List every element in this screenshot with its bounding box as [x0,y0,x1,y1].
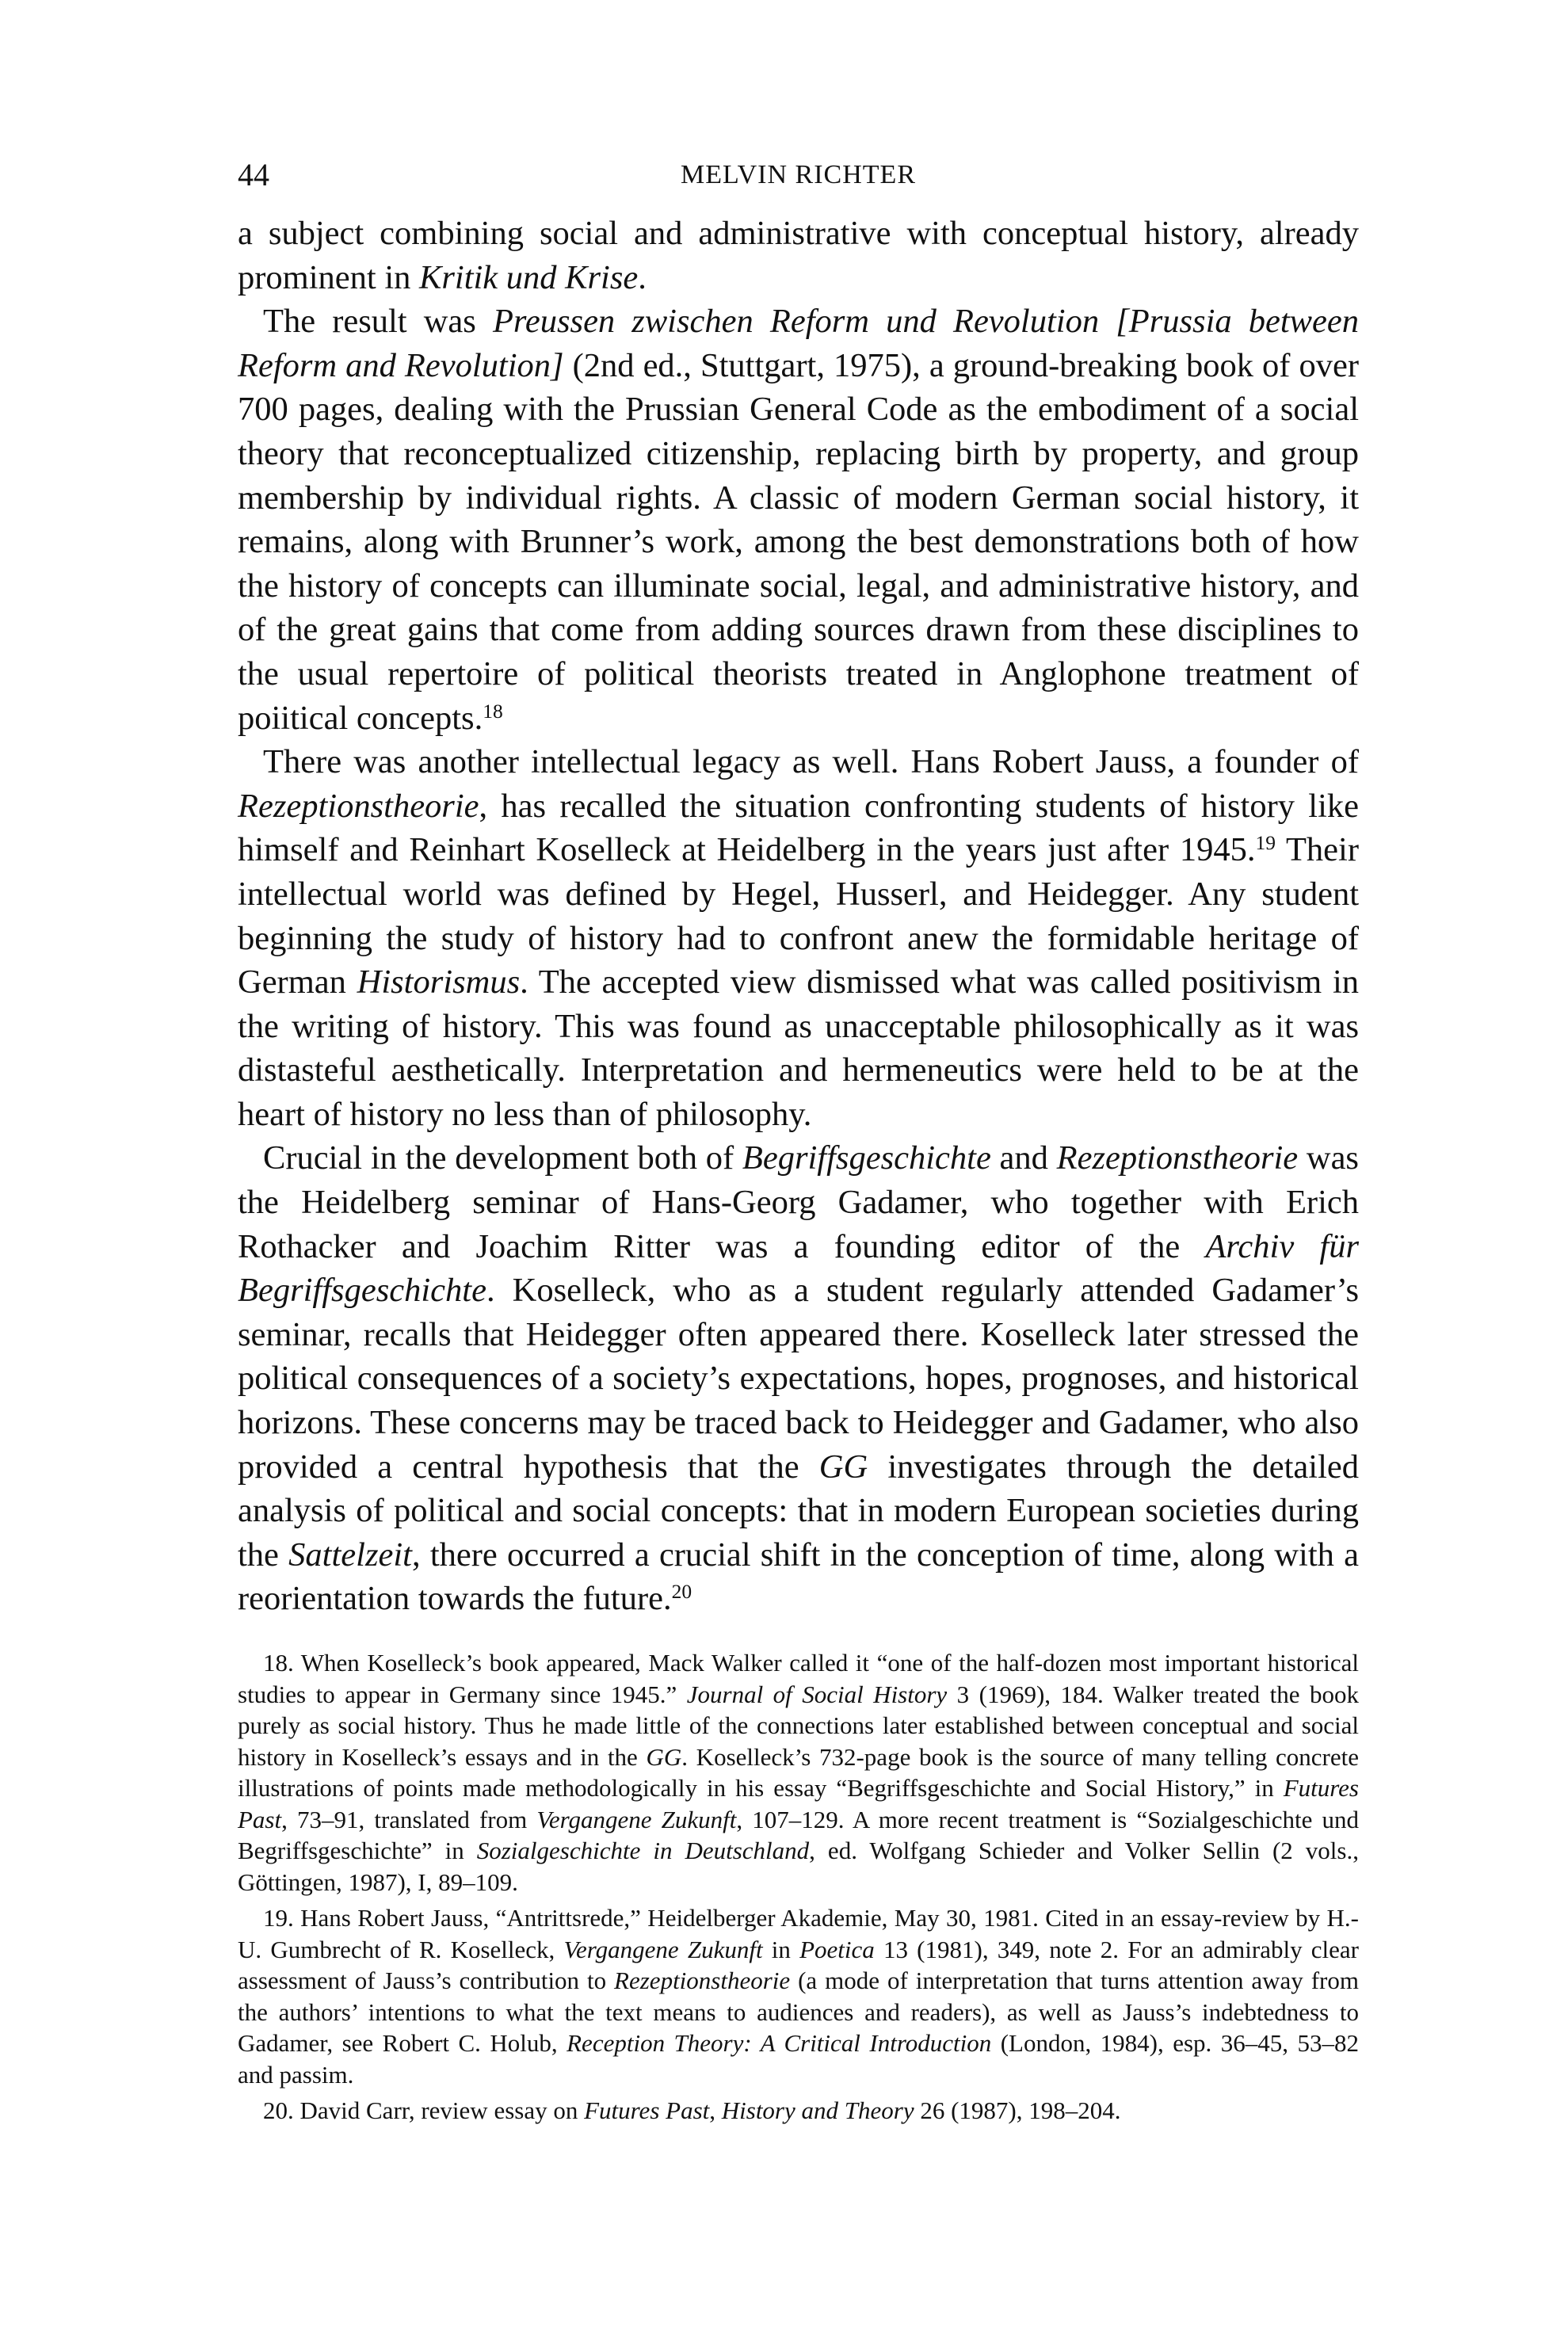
footnote-ref-20[interactable]: 20 [671,1580,692,1604]
paragraph-3: There was another intellectual legacy as well. Hans Robert Jauss, a founder of Rezeptionstheorie, has recalled the situation confronting students of history like himself and Reinhart Koselleck at Heidelberg in the years just after 1945.19 Their intellectual world was defined by Hegel, Husserl, and Heidegger. Any student beginning the study of history had to confront anew the formidable heritage of German Historismus. The accepted view dismissed what was called positivism in the writing of history. This was found as unacceptable philosophically as it was distasteful aesthetically. Interpretation and hermeneutics were held to be at the heart of history no less than of philosophy. [238,743,1359,1133]
footnote-ref-18[interactable]: 18 [483,699,503,723]
main-text [238,212,1359,1621]
footnote-19: 19. Hans Robert Jauss, “Antrittsrede,” Heidelberger Akademie, May 30, 1981. Cited in an essay-review by H.-U. Gumbrecht of R. Koselleck, Vergangene Zukunft in Poetica 13 (1981), 349, note 2. For an admirably clear assessment of Jauss’s contribution to Rezeptionstheorie (a mode of interpretation that turns attention away from the authors’ intentions to what the text means to audiences and readers), as well as Jauss’s indebtedness to Gadamer, see Robert C. Holub, Reception Theory: A Critical Introduction (London, 1984), esp. 36–45, 53–82 and passim. [238,1904,1360,2089]
paragraph-4: Crucial in the development both of Begriffsgeschichte and Rezeptionstheorie was the Heidelberg seminar of Hans-Georg Gadamer, who together with Erich Rothacker and Joachim Ritter was a founding editor of the Archiv für Begriffsgeschichte. Koselleck, who as a student regularly attended Gadamer’s seminar, recalls that Heidegger often appeared there. Koselleck later stressed the political consequences of a society’s expectations, hopes, prognoses, and historical horizons. These concerns may be traced back to Heidegger and Gadamer, who also provided a central hypothesis that the GG investigates through the detailed analysis of political and social concepts: that in modern European societies during the Sattelzeit, there occurred a crucial shift in the conception of time, along with a reorientation towards the future.$^{20}$ [238,1139,1360,1618]
running-head: MELVIN RICHTER [680,160,917,189]
footnote-ref-19[interactable]: 19 [1255,831,1276,855]
footnotes [238,1647,1359,2131]
page-number: 44 [238,157,269,193]
footnote-20: 20. David Carr, review essay on Futures Past, History and Theory 26 (1987), 198–204. [263,2096,1121,2124]
paragraph-1: a subject combining social and administrative with conceptual history, already prominent in Kritik und Krise. [238,215,1359,296]
footnote-18: 18. When Koselleck’s book appeared, Mack Walker called it “one of the half-dozen most important historical studies to appear in Germany since 1945.” Journal of Social History 3 (1969), 184. Walker treated the book purely as social history. Thus he made little of the connections later established between conceptual and social history in Koselleck’s essays and in the GG. Koselleck’s 732-page book is the source of many telling concrete illustrations of points made methodologically in his essay “Begriffsgeschichte and Social History,” in Futures Past, 73–91, translated from Vergangene Zukunft, 107–129. A more recent treatment is “Sozialgeschichte und Begriffsgeschichte” in Sozialgeschichte in Deutschland, ed. Wolfgang Schieder and Volker Sellin (2 vols., Göttingen, 1987), I, 89–109. [238,1649,1360,1896]
paragraph-2: The result was Preussen zwischen Reform und Revolution [Prussia between Reform and Revolution] (2nd ed., Stuttgart, 1975), a ground-breaking book of over 700 pages, dealing with the Prussian General Code as the embodiment of a social theory that reconceptualized citizenship, replacing birth by property, and group membership by individual rights. A classic of modern German social history, it remains, along with Brunner’s work, among the best demonstrations both of how the history of concepts can illuminate social, legal, and administrative history, and of the great gains that come from adding sources drawn from these disciplines to the usual repertoire of political theorists treated in Anglophone treatment of poiitical concepts.$^{18}$ [238,303,1359,737]
page-header [238,155,1359,203]
